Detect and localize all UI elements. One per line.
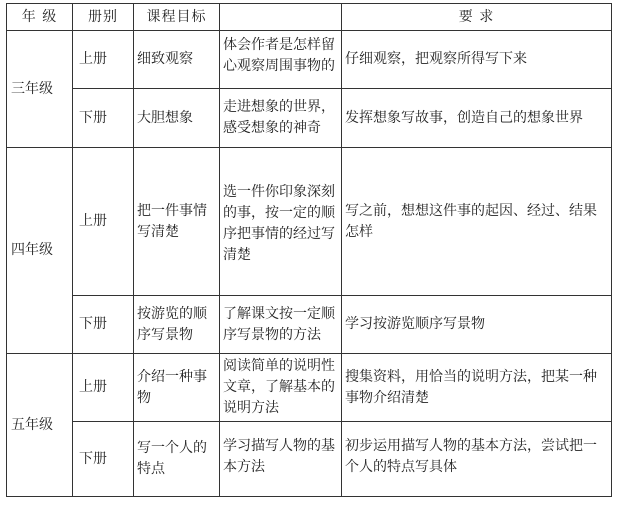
grade-cell: 四年级 [7,148,73,354]
header-requirement: 要 求 [342,4,612,31]
grade-cell: 三年级 [7,31,73,148]
requirement-cell: 学习按游览顺序写景物 [342,296,612,354]
table-row [7,422,612,497]
volume-cell: 上册 [73,31,134,89]
volume-cell: 下册 [73,422,134,497]
goal-detail-cell: 阅读简单的说明性文章，了解基本的说明方法 [220,354,342,422]
table-row [7,296,612,354]
table-row [7,31,612,89]
requirement-cell: 写之前，想想这件事的起因、经过、结果怎样 [342,148,612,296]
header-grade: 年 级 [7,4,73,31]
requirement-cell: 搜集资料，用恰当的说明方法，把某一种事物介绍清楚 [342,354,612,422]
header-goal-detail [220,4,342,31]
requirement-cell: 发挥想象写故事，创造自己的想象世界 [342,89,612,148]
table-row [7,89,612,148]
goal-detail-cell: 学习描写人物的基本方法 [220,422,342,497]
goal-detail-cell: 走进想象的世界，感受想象的神奇 [220,89,342,148]
goal-cell: 介绍一种事物 [134,354,220,422]
goal-detail-cell: 体会作者是怎样留心观察周围事物的 [220,31,342,89]
goal-cell: 大胆想象 [134,89,220,148]
volume-cell: 下册 [73,296,134,354]
header-goal: 课程目标 [134,4,220,31]
requirement-cell: 仔细观察，把观察所得写下来 [342,31,612,89]
header-volume: 册别 [73,4,134,31]
goal-cell: 按游览的顺序写景物 [134,296,220,354]
requirement-cell: 初步运用描写人物的基本方法，尝试把一个人的特点写具体 [342,422,612,497]
goal-cell: 把一件事情写清楚 [134,148,220,296]
volume-cell: 下册 [73,89,134,148]
goal-cell: 细致观察 [134,31,220,89]
volume-cell: 上册 [73,148,134,296]
curriculum-table-wrapper [6,3,612,497]
goal-cell: 写一个人的特点 [134,422,220,497]
header-row [7,4,612,31]
volume-cell: 上册 [73,354,134,422]
table-row [7,354,612,422]
curriculum-table [6,3,612,497]
grade-cell: 五年级 [7,354,73,497]
goal-detail-cell: 了解课文按一定顺序写景物的方法 [220,296,342,354]
goal-detail-cell: 选一件你印象深刻的事，按一定的顺序把事情的经过写清楚 [220,148,342,296]
table-row [7,148,612,296]
